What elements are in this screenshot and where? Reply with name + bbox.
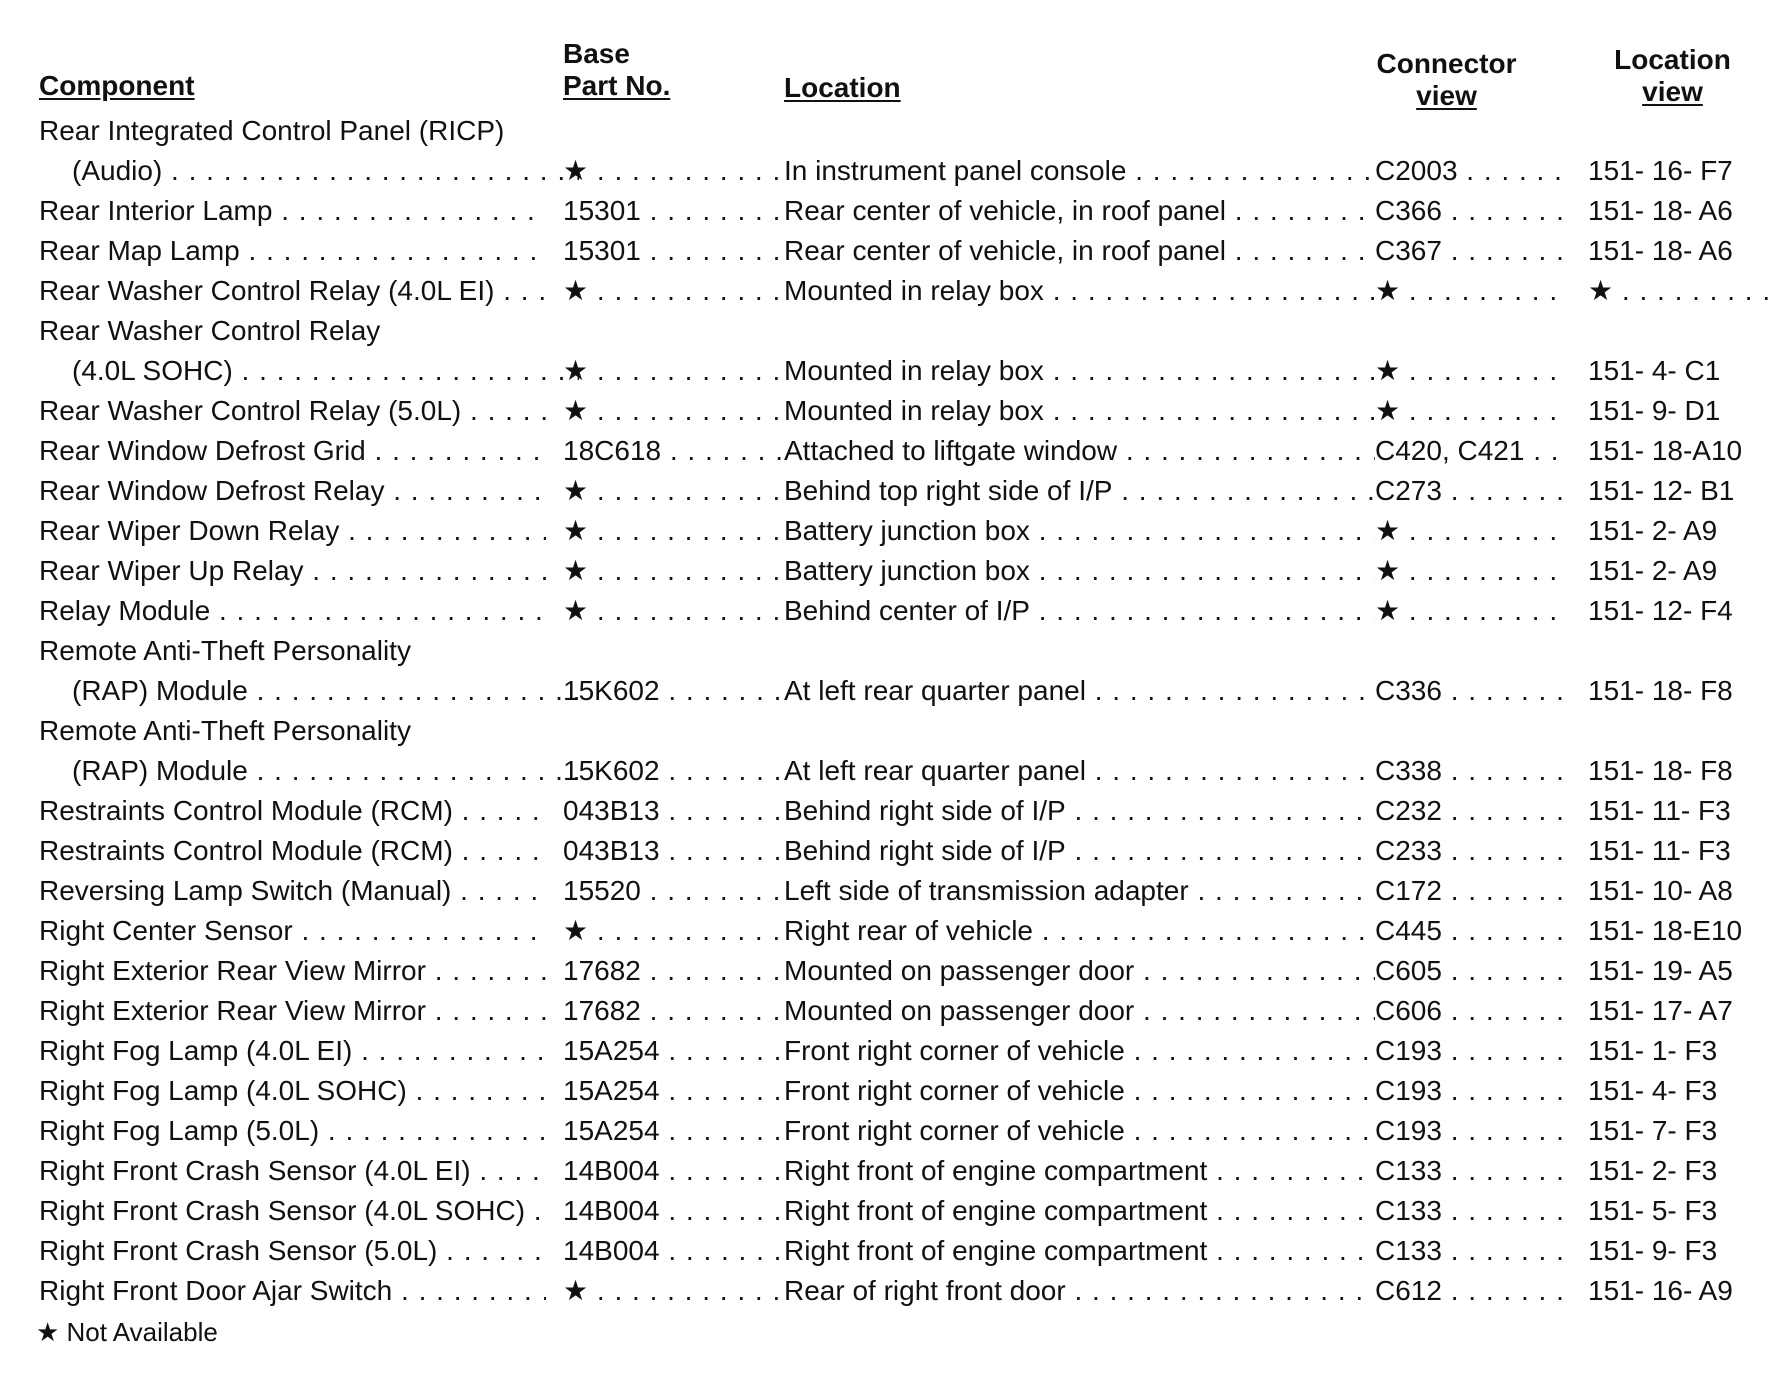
connector-view-cell: C233 . . . bbox=[1375, 831, 1568, 871]
component-cell: Right Front Crash Sensor (4.0L EI) . . . bbox=[39, 1151, 546, 1191]
part-number-cell: ★ . . . bbox=[563, 151, 784, 191]
component-cell: Rear Washer Control Relay bbox=[39, 315, 381, 346]
table-row bbox=[0, 431, 1776, 471]
table-row bbox=[0, 1231, 1776, 1271]
component-cell: Rear Window Defrost Relay . . . bbox=[39, 471, 546, 511]
location-cell: Mounted in relay box . . . bbox=[784, 391, 1375, 431]
location-view-cell: 151- 4- F3 bbox=[1588, 1075, 1718, 1106]
table-row bbox=[0, 831, 1776, 871]
location-view-cell: 151- 16- F7 bbox=[1588, 155, 1733, 186]
part-number-cell: 15520 . . . bbox=[563, 871, 784, 911]
table-row bbox=[0, 1111, 1776, 1151]
location-cell: Rear center of vehicle, in roof panel . . . bbox=[784, 231, 1375, 271]
component-cell: Restraints Control Module (RCM) . . . bbox=[39, 831, 546, 871]
component-cell: Rear Washer Control Relay (5.0L) . . . bbox=[39, 391, 546, 431]
location-cell: Battery junction box . . . bbox=[784, 511, 1375, 551]
table-row bbox=[0, 271, 1776, 311]
component-cell: Right Fog Lamp (5.0L) . . . bbox=[39, 1111, 546, 1151]
connector-view-cell: C273 . . . bbox=[1375, 471, 1568, 511]
location-view-cell: 151- 2- A9 bbox=[1588, 515, 1718, 546]
table-row bbox=[0, 1151, 1776, 1191]
location-cell: Behind top right side of I/P . . . bbox=[784, 471, 1375, 511]
part-number-cell: 15A254 . . . bbox=[563, 1111, 784, 1151]
connector-view-cell: C420, C421 . . . bbox=[1375, 431, 1568, 471]
header-location: Location bbox=[784, 72, 901, 103]
location-view-cell: 151- 18- F8 bbox=[1588, 675, 1733, 706]
component-cell: (4.0L SOHC) . . . bbox=[39, 351, 579, 391]
part-number-cell: ★ . . . bbox=[563, 351, 784, 391]
location-view-cell: 151- 9- D1 bbox=[1588, 395, 1721, 426]
location-cell: Mounted on passenger door . . . bbox=[784, 991, 1375, 1031]
table-row bbox=[0, 231, 1776, 271]
table-row bbox=[0, 511, 1776, 551]
table-row bbox=[0, 111, 1776, 151]
part-number-cell: 18C618 . . . bbox=[563, 431, 784, 471]
header-locview-line2: view bbox=[1642, 76, 1703, 107]
table-row bbox=[0, 551, 1776, 591]
location-view-cell: 151- 5- F3 bbox=[1588, 1195, 1718, 1226]
table-row bbox=[0, 751, 1776, 791]
table-row bbox=[0, 671, 1776, 711]
location-cell: Mounted in relay box . . . bbox=[784, 271, 1375, 311]
part-number-cell: 14B004 . . . bbox=[563, 1191, 784, 1231]
location-view-cell: 151- 11- F3 bbox=[1588, 835, 1731, 866]
header-component: Component bbox=[39, 70, 195, 101]
table-row bbox=[0, 311, 1776, 351]
location-view-cell: 151- 7- F3 bbox=[1588, 1115, 1718, 1146]
header-base-part-no bbox=[563, 38, 670, 102]
connector-view-cell: C232 . . . bbox=[1375, 791, 1568, 831]
table-row bbox=[0, 151, 1776, 191]
location-cell: Behind center of I/P . . . bbox=[784, 591, 1375, 631]
table-row bbox=[0, 991, 1776, 1031]
location-cell: Left side of transmission adapter . . . bbox=[784, 871, 1375, 911]
header-connector-line2: view bbox=[1416, 80, 1477, 111]
connector-view-cell: ★ . . . bbox=[1375, 511, 1568, 551]
connector-view-cell: ★ . . . bbox=[1375, 551, 1568, 591]
component-cell: Right Fog Lamp (4.0L SOHC) . . . bbox=[39, 1071, 546, 1111]
component-cell: Reversing Lamp Switch (Manual) . . . bbox=[39, 871, 546, 911]
location-view-cell: 151- 9- F3 bbox=[1588, 1235, 1718, 1266]
part-number-cell: 15301 . . . bbox=[563, 191, 784, 231]
component-cell: Right Exterior Rear View Mirror . . . bbox=[39, 991, 546, 1031]
table-row bbox=[0, 871, 1776, 911]
location-view-cell: 151- 4- C1 bbox=[1588, 355, 1721, 386]
location-cell: Right front of engine compartment . . . bbox=[784, 1191, 1375, 1231]
component-cell: Rear Integrated Control Panel (RICP) bbox=[39, 115, 505, 146]
location-view-cell: 151- 19- A5 bbox=[1588, 955, 1733, 986]
part-number-cell: 15K602 . . . bbox=[563, 671, 784, 711]
component-cell: Right Center Sensor . . . bbox=[39, 911, 546, 951]
component-cell: (RAP) Module . . . bbox=[39, 671, 579, 711]
connector-view-cell: C367 . . . bbox=[1375, 231, 1568, 271]
part-number-cell: 15301 . . . bbox=[563, 231, 784, 271]
component-cell: Right Front Crash Sensor (4.0L SOHC) . . . bbox=[39, 1191, 546, 1231]
table-row bbox=[0, 471, 1776, 511]
connector-view-cell: ★ . . . bbox=[1375, 351, 1568, 391]
connector-view-cell: C172 . . . bbox=[1375, 871, 1568, 911]
part-number-cell: ★ . . . bbox=[563, 551, 784, 591]
table-row bbox=[0, 911, 1776, 951]
table-row bbox=[0, 1191, 1776, 1231]
connector-view-cell: C606 . . . bbox=[1375, 991, 1568, 1031]
table-row bbox=[0, 951, 1776, 991]
connector-view-cell: C133 . . . bbox=[1375, 1191, 1568, 1231]
location-cell: At left rear quarter panel . . . bbox=[784, 751, 1375, 791]
connector-view-cell: C133 . . . bbox=[1375, 1151, 1568, 1191]
table-row bbox=[0, 1071, 1776, 1111]
part-number-cell: ★ . . . bbox=[563, 271, 784, 311]
table-row bbox=[0, 591, 1776, 631]
connector-view-cell: C605 . . . bbox=[1375, 951, 1568, 991]
location-view-cell: 151- 11- F3 bbox=[1588, 795, 1731, 826]
connector-view-cell: ★ . . . bbox=[1375, 271, 1568, 311]
component-cell: Rear Window Defrost Grid . . . bbox=[39, 431, 546, 471]
component-cell: Right Front Door Ajar Switch . . . bbox=[39, 1271, 546, 1311]
table-header bbox=[0, 0, 1776, 120]
location-view-cell: 151- 18-E10 bbox=[1588, 915, 1743, 946]
location-cell: Behind right side of I/P . . . bbox=[784, 831, 1375, 871]
part-number-cell: ★ . . . bbox=[563, 1271, 784, 1311]
location-cell: Rear of right front door . . . bbox=[784, 1271, 1375, 1311]
connector-view-cell: C193 . . . bbox=[1375, 1031, 1568, 1071]
location-view-cell: 151- 17- A7 bbox=[1588, 995, 1733, 1026]
table-row bbox=[0, 1271, 1776, 1311]
component-cell: Rear Washer Control Relay (4.0L EI) . . . bbox=[39, 271, 546, 311]
header-base-line2: Part No. bbox=[563, 70, 671, 101]
part-number-cell: 17682 . . . bbox=[563, 991, 784, 1031]
table-row bbox=[0, 791, 1776, 831]
part-number-cell: 15A254 . . . bbox=[563, 1031, 784, 1071]
component-cell: Rear Map Lamp . . . bbox=[39, 231, 546, 271]
location-view-cell: 151- 18- A6 bbox=[1588, 195, 1733, 226]
part-number-cell: ★ . . . bbox=[563, 911, 784, 951]
connector-view-cell: C193 . . . bbox=[1375, 1071, 1568, 1111]
location-cell: In instrument panel console . . . bbox=[784, 151, 1375, 191]
connector-view-cell: C2003 . . . bbox=[1375, 151, 1568, 191]
location-view-cell: 151- 18- A6 bbox=[1588, 235, 1733, 266]
table-row bbox=[0, 391, 1776, 431]
location-view-cell: ★ . . . bbox=[1588, 271, 1768, 311]
connector-view-cell: C445 . . . bbox=[1375, 911, 1568, 951]
component-cell: (RAP) Module . . . bbox=[39, 751, 579, 791]
location-view-cell: 151- 10- A8 bbox=[1588, 875, 1733, 906]
location-view-cell: 151- 12- B1 bbox=[1588, 475, 1735, 506]
connector-view-cell: C612 . . . bbox=[1375, 1271, 1568, 1311]
part-number-cell: 14B004 . . . bbox=[563, 1231, 784, 1271]
component-cell: Rear Wiper Up Relay . . . bbox=[39, 551, 546, 591]
location-cell: Mounted on passenger door . . . bbox=[784, 951, 1375, 991]
location-cell: Front right corner of vehicle . . . bbox=[784, 1071, 1375, 1111]
location-cell: Right front of engine compartment . . . bbox=[784, 1151, 1375, 1191]
part-number-cell: 043B13 . . . bbox=[563, 831, 784, 871]
part-number-cell: 17682 . . . bbox=[563, 951, 784, 991]
footnote: ★ Not Available bbox=[36, 1317, 218, 1347]
component-cell: Rear Interior Lamp . . . bbox=[39, 191, 546, 231]
location-view-cell: 151- 12- F4 bbox=[1588, 595, 1733, 626]
part-number-cell: 14B004 . . . bbox=[563, 1151, 784, 1191]
table-body bbox=[0, 111, 1776, 1311]
connector-view-cell: C193 . . . bbox=[1375, 1111, 1568, 1151]
header-base-line1: Base bbox=[563, 38, 630, 69]
component-cell: Remote Anti-Theft Personality bbox=[39, 635, 411, 666]
part-number-cell: ★ . . . bbox=[563, 591, 784, 631]
component-cell: Restraints Control Module (RCM) . . . bbox=[39, 791, 546, 831]
table-row bbox=[0, 711, 1776, 751]
location-cell: Front right corner of vehicle . . . bbox=[784, 1031, 1375, 1071]
header-locview-line1: Location bbox=[1614, 44, 1731, 75]
location-view-cell: 151- 2- A9 bbox=[1588, 555, 1718, 586]
header-location-view bbox=[1610, 44, 1735, 108]
location-view-cell: 151- 1- F3 bbox=[1588, 1035, 1718, 1066]
connector-view-cell: ★ . . . bbox=[1375, 391, 1568, 431]
connector-view-cell: C133 . . . bbox=[1375, 1231, 1568, 1271]
location-cell: Rear center of vehicle, in roof panel . . . bbox=[784, 191, 1375, 231]
connector-view-cell: C336 . . . bbox=[1375, 671, 1568, 711]
location-cell: Right rear of vehicle . . . bbox=[784, 911, 1375, 951]
location-view-cell: 151- 16- A9 bbox=[1588, 1275, 1733, 1306]
location-cell: Front right corner of vehicle . . . bbox=[784, 1111, 1375, 1151]
part-number-cell: ★ . . . bbox=[563, 391, 784, 431]
location-view-cell: 151- 18- F8 bbox=[1588, 755, 1733, 786]
table-row bbox=[0, 631, 1776, 671]
connector-view-cell: C366 . . . bbox=[1375, 191, 1568, 231]
part-number-cell: 15K602 . . . bbox=[563, 751, 784, 791]
location-cell: Attached to liftgate window . . . bbox=[784, 431, 1375, 471]
component-cell: Right Fog Lamp (4.0L EI) . . . bbox=[39, 1031, 546, 1071]
table-row bbox=[0, 1031, 1776, 1071]
location-cell: Mounted in relay box . . . bbox=[784, 351, 1375, 391]
header-connector-line1: Connector bbox=[1376, 48, 1517, 79]
location-cell: Battery junction box . . . bbox=[784, 551, 1375, 591]
table-row bbox=[0, 191, 1776, 231]
connector-view-cell: ★ . . . bbox=[1375, 591, 1568, 631]
component-cell: (Audio) . . . bbox=[39, 151, 579, 191]
component-cell: Rear Wiper Down Relay . . . bbox=[39, 511, 546, 551]
table-row bbox=[0, 351, 1776, 391]
part-number-cell: ★ . . . bbox=[563, 511, 784, 551]
part-number-cell: ★ . . . bbox=[563, 471, 784, 511]
location-view-cell: 151- 18-A10 bbox=[1588, 435, 1743, 466]
location-cell: Right front of engine compartment . . . bbox=[784, 1231, 1375, 1271]
location-view-cell: 151- 2- F3 bbox=[1588, 1155, 1718, 1186]
header-connector-view bbox=[1375, 48, 1518, 112]
connector-view-cell: C338 . . . bbox=[1375, 751, 1568, 791]
part-number-cell: 043B13 . . . bbox=[563, 791, 784, 831]
component-cell: Relay Module . . . bbox=[39, 591, 546, 631]
component-cell: Right Exterior Rear View Mirror . . . bbox=[39, 951, 546, 991]
location-cell: Behind right side of I/P . . . bbox=[784, 791, 1375, 831]
component-cell: Right Front Crash Sensor (5.0L) . . . bbox=[39, 1231, 546, 1271]
component-cell: Remote Anti-Theft Personality bbox=[39, 715, 411, 746]
location-cell: At left rear quarter panel . . . bbox=[784, 671, 1375, 711]
part-number-cell: 15A254 . . . bbox=[563, 1071, 784, 1111]
